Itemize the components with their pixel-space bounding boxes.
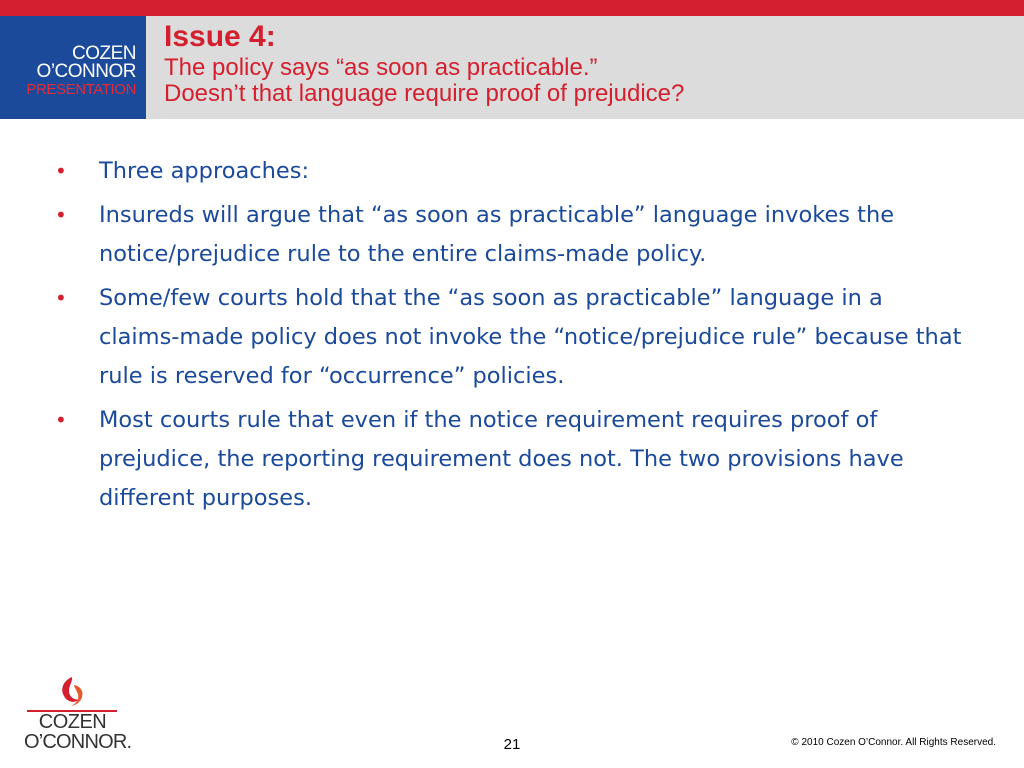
page-number: 21 bbox=[503, 736, 521, 753]
bullet-dot-icon: • bbox=[55, 286, 67, 310]
bullet-dot-icon: • bbox=[55, 203, 67, 227]
slide-subtitle-line-2: Doesn’t that language require proof of prejudice? bbox=[164, 80, 685, 107]
bullet-text: Three approaches: bbox=[99, 158, 310, 184]
brand-line-1: COZEN bbox=[72, 43, 136, 64]
brand-line-2: O’CONNOR bbox=[36, 61, 136, 82]
bullet-text: Some/few courts hold that the “as soon as practicable” language in a claims-made policy does not invoke the “notice/prejudice rule” because that rule is reserved for “occurrence” policies. bbox=[99, 285, 962, 389]
bullet-item bbox=[55, 401, 965, 518]
slide-subtitle-line-1: The policy says “as soon as practicable.” bbox=[164, 54, 598, 81]
title-bar bbox=[146, 16, 1024, 119]
bullet-dot-icon: • bbox=[55, 408, 67, 432]
bullet-item bbox=[55, 279, 965, 396]
top-stripe bbox=[0, 0, 1024, 16]
bullet-list bbox=[55, 152, 965, 523]
copyright-notice: © 2010 Cozen O’Connor. All Rights Reserved. bbox=[791, 737, 996, 748]
logo-name-line-1: COZEN bbox=[38, 711, 107, 733]
logo-name-line-2: O’CONNOR. bbox=[24, 731, 132, 753]
cozen-swirl-icon bbox=[55, 675, 89, 709]
bullet-text: Most courts rule that even if the notice requirement requires proof of prejudice, the reporting requirement does not. The two provisions have different purposes. bbox=[99, 407, 904, 511]
bullet-item bbox=[55, 152, 965, 191]
bullet-item bbox=[55, 196, 965, 274]
brand-box bbox=[0, 16, 146, 119]
slide-title: Issue 4: bbox=[164, 20, 276, 53]
bullet-text: Insureds will argue that “as soon as practicable” language invokes the notice/prejudice rule to the entire claims-made policy. bbox=[99, 202, 895, 267]
bullet-dot-icon: • bbox=[55, 159, 67, 183]
footer-logo bbox=[24, 675, 132, 755]
brand-line-3: PRESENTATION bbox=[26, 81, 136, 98]
